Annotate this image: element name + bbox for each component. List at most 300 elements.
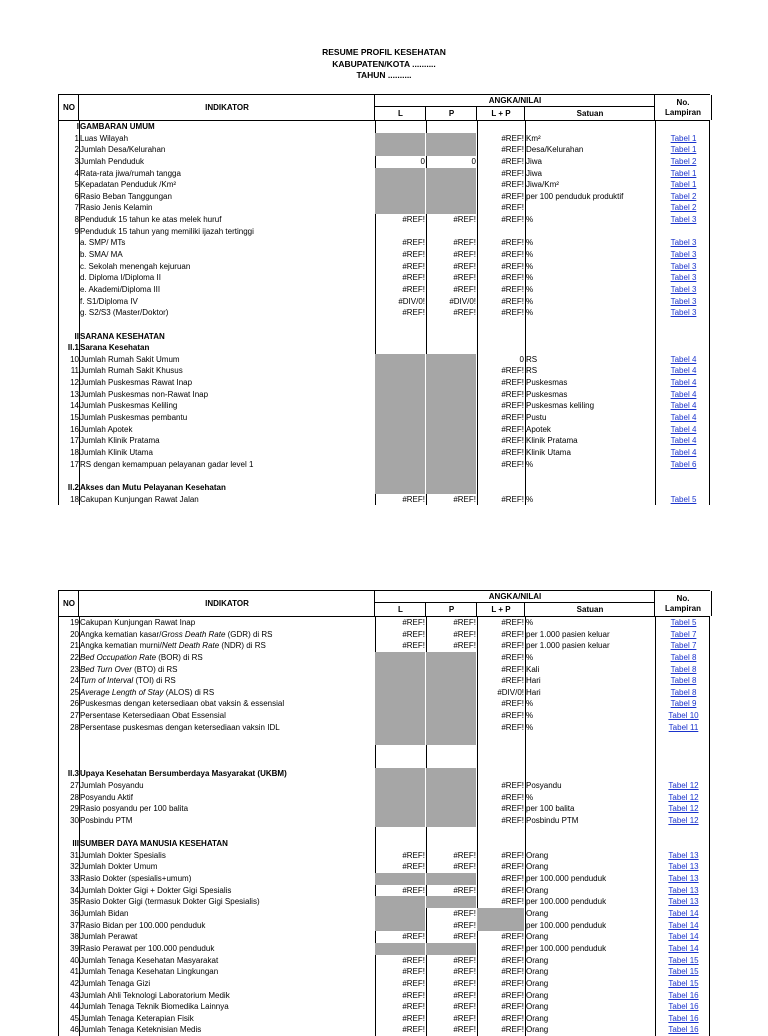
cell-satuan xyxy=(525,226,656,238)
cell-lp: #REF! xyxy=(501,699,524,709)
row-indikator xyxy=(80,664,374,676)
lampiran-link[interactable]: Tabel 4 xyxy=(670,401,697,411)
cell-satuan: Orang xyxy=(526,932,549,942)
lampiran-link[interactable]: Tabel 7 xyxy=(670,629,697,639)
row-number: II.3 xyxy=(67,769,79,779)
cell-satuan: RS xyxy=(526,366,538,376)
indikator-text: Jumlah Tenaga Keterapian Fisik xyxy=(80,1013,194,1023)
cell-lp: #REF! xyxy=(501,215,524,225)
cell-satuan: per 1.000 pasien keluar xyxy=(526,629,610,639)
lampiran-link xyxy=(656,226,711,238)
row-indikator xyxy=(80,226,374,238)
cell-l: #REF! xyxy=(402,284,425,294)
cell-p xyxy=(426,652,476,664)
cell-satuan xyxy=(525,838,656,850)
cell-satuan: Km² xyxy=(526,133,541,143)
row-number: 41 xyxy=(70,967,79,977)
cell-p xyxy=(426,482,476,494)
table-row xyxy=(59,640,709,652)
lampiran-link[interactable]: Tabel 12 xyxy=(668,804,699,814)
cell-l: #REF! xyxy=(402,955,425,965)
indikator-text: Jumlah Tenaga Teknik Biomedika Lainnya xyxy=(80,1002,229,1012)
cell-p xyxy=(426,459,476,471)
cell-satuan: % xyxy=(526,699,534,709)
cell-p xyxy=(426,121,476,133)
cell-lp: #REF! xyxy=(501,1002,524,1012)
lampiran-link[interactable]: Tabel 1 xyxy=(670,168,697,178)
cell-lp: #REF! xyxy=(501,1025,524,1035)
indikator-text: Rasio Bidan per 100.000 penduduk xyxy=(80,920,206,930)
lampiran-link[interactable]: Tabel 12 xyxy=(668,780,699,790)
indikator-text: Jumlah Rumah Sakit Umum xyxy=(80,354,180,364)
indikator-text: Jumlah Klinik Utama xyxy=(80,447,153,457)
indikator-suffix-text: (BTO) di RS xyxy=(131,664,178,674)
row-number: 28 xyxy=(70,722,79,732)
cell-lp: #REF! xyxy=(501,145,524,155)
table-row xyxy=(59,943,709,955)
cell-p: #REF! xyxy=(453,955,476,965)
lampiran-link[interactable]: Tabel 1 xyxy=(670,133,697,143)
table-row xyxy=(59,803,709,815)
row-indikator xyxy=(80,133,374,145)
lampiran-link[interactable]: Tabel 1 xyxy=(670,145,697,155)
cell-p: #REF! xyxy=(453,494,476,504)
row-number xyxy=(59,733,79,745)
lampiran-link[interactable]: Tabel 14 xyxy=(668,920,699,930)
table-row xyxy=(59,850,709,862)
table-row xyxy=(59,482,709,494)
cell-lp: #REF! xyxy=(501,389,524,399)
lampiran-link[interactable]: Tabel 8 xyxy=(670,664,697,674)
cell-lp: #REF! xyxy=(501,180,524,190)
cell-l xyxy=(375,435,425,447)
lampiran-link[interactable]: Tabel 4 xyxy=(670,378,697,388)
cell-satuan: % xyxy=(526,459,534,469)
table-row xyxy=(59,792,709,804)
cell-l xyxy=(375,342,425,354)
indikator-text: Angka kematian murni/ xyxy=(80,641,162,651)
cell-l xyxy=(375,803,425,815)
cell-lp xyxy=(477,908,524,920)
lampiran-link xyxy=(656,470,711,482)
lampiran-link[interactable]: Tabel 16 xyxy=(668,1025,699,1035)
table-row xyxy=(59,389,709,401)
row-number: II.1 xyxy=(67,343,79,353)
cell-p: #REF! xyxy=(453,1025,476,1035)
lampiran-link[interactable]: Tabel 4 xyxy=(670,354,697,364)
indikator-text: Jumlah Dokter Gigi + Dokter Gigi Spesialis xyxy=(80,885,232,895)
cell-p: #REF! xyxy=(453,1002,476,1012)
cell-lp: #REF! xyxy=(501,203,524,213)
cell-p xyxy=(426,733,476,745)
cell-satuan xyxy=(525,482,656,494)
lampiran-link[interactable]: Tabel 15 xyxy=(668,967,699,977)
cell-p xyxy=(426,803,476,815)
indikator-text: Jumlah Rumah Sakit Khusus xyxy=(80,366,183,376)
cell-lp xyxy=(477,768,524,780)
row-number: 29 xyxy=(70,804,79,814)
row-number: 18 xyxy=(70,447,79,457)
cell-satuan: Posbindu PTM xyxy=(526,815,579,825)
lampiran-link[interactable]: Tabel 14 xyxy=(668,909,699,919)
indikator-text: GAMBARAN UMUM xyxy=(80,122,155,131)
row-indikator xyxy=(80,1024,374,1036)
row-number: 1 xyxy=(74,133,79,143)
row-indikator xyxy=(80,990,374,1002)
cell-lp: #DIV/0! xyxy=(497,687,524,697)
table-row xyxy=(59,733,709,745)
cell-satuan: % xyxy=(526,296,534,306)
cell-lp xyxy=(477,121,524,133)
indikator-text: Rasio Beban Tanggungan xyxy=(80,191,172,201)
row-indikator xyxy=(80,296,374,308)
cell-l xyxy=(375,908,425,920)
cell-p xyxy=(426,757,476,769)
cell-l xyxy=(375,144,425,156)
lampiran-link[interactable]: Tabel 6 xyxy=(670,459,697,469)
cell-l xyxy=(375,815,425,827)
lampiran-link[interactable]: Tabel 1 xyxy=(670,180,697,190)
cell-l xyxy=(375,389,425,401)
row-indikator xyxy=(80,179,374,191)
lampiran-link[interactable]: Tabel 4 xyxy=(670,436,697,446)
table-row xyxy=(59,412,709,424)
row-number: 25 xyxy=(70,687,79,697)
cell-satuan: Orang xyxy=(526,1002,549,1012)
cell-satuan: per 100.000 penduduk xyxy=(526,943,607,953)
lampiran-link[interactable]: Tabel 8 xyxy=(670,652,697,662)
cell-p xyxy=(426,745,476,757)
cell-p: #REF! xyxy=(453,978,476,988)
cell-l xyxy=(375,687,425,699)
row-indikator xyxy=(80,284,374,296)
cell-lp: #REF! xyxy=(501,780,524,790)
cell-satuan: per 1.000 pasien keluar xyxy=(526,641,610,651)
lampiran-link[interactable]: Tabel 13 xyxy=(668,862,699,872)
lampiran-link[interactable]: Tabel 5 xyxy=(670,618,697,627)
cell-l xyxy=(375,331,425,343)
cell-p xyxy=(426,470,476,482)
indikator-text: Jumlah Klinik Pratama xyxy=(80,436,160,446)
cell-l xyxy=(375,191,425,203)
cell-p: #REF! xyxy=(453,920,476,930)
table-row xyxy=(59,470,709,482)
cell-l: #REF! xyxy=(402,261,425,271)
col-lp-header: L + P xyxy=(476,107,525,120)
lampiran-link[interactable]: Tabel 2 xyxy=(670,191,697,201)
cell-lp: #REF! xyxy=(501,168,524,178)
lampiran-link[interactable]: Tabel 16 xyxy=(668,1013,699,1023)
table-row xyxy=(59,331,709,343)
lampiran-link[interactable]: Tabel 4 xyxy=(670,424,697,434)
lampiran-link[interactable]: Tabel 13 xyxy=(668,850,699,860)
cell-satuan xyxy=(525,733,656,745)
lampiran-link[interactable]: Tabel 15 xyxy=(668,955,699,965)
lampiran-link[interactable]: Tabel 8 xyxy=(670,687,697,697)
cell-lp: #REF! xyxy=(501,156,524,166)
cell-lp: #REF! xyxy=(501,874,524,884)
col-angka-header: ANGKA/NILAI xyxy=(374,591,655,603)
table-row xyxy=(59,156,709,168)
row-number xyxy=(59,745,79,757)
lampiran-link xyxy=(656,319,711,331)
cell-satuan xyxy=(525,319,656,331)
row-number: 6 xyxy=(74,191,79,201)
row-indikator xyxy=(80,202,374,214)
cell-lp xyxy=(477,342,524,354)
row-number: 30 xyxy=(70,815,79,825)
cell-l xyxy=(375,202,425,214)
cell-lp: #REF! xyxy=(501,711,524,721)
table-row xyxy=(59,424,709,436)
cell-p: 0 xyxy=(471,156,476,166)
lampiran-link[interactable]: Tabel 14 xyxy=(668,932,699,942)
cell-lp: #REF! xyxy=(501,133,524,143)
cell-lp: #REF! xyxy=(501,261,524,271)
cell-lp xyxy=(477,331,524,343)
lampiran-link[interactable]: Tabel 10 xyxy=(668,711,699,721)
lampiran-link[interactable]: Tabel 2 xyxy=(670,156,697,166)
row-indikator xyxy=(80,261,374,273)
cell-lp: #REF! xyxy=(501,943,524,953)
row-indikator xyxy=(80,389,374,401)
cell-p: #REF! xyxy=(453,261,476,271)
cell-satuan: Orang xyxy=(526,850,549,860)
cell-p xyxy=(426,202,476,214)
col-satuan-header: Satuan xyxy=(524,603,655,616)
indikator-text: Jumlah Bidan xyxy=(80,909,129,919)
indikator-text: Angka kematian kasar/ xyxy=(80,629,162,639)
indikator-text: Jumlah Puskesmas Rawat Inap xyxy=(80,378,193,388)
lampiran-link[interactable]: Tabel 3 xyxy=(670,284,697,294)
table-row xyxy=(59,1024,709,1036)
cell-l xyxy=(375,873,425,885)
cell-p: #REF! xyxy=(453,629,476,639)
cell-l xyxy=(375,354,425,366)
cell-lp: #REF! xyxy=(501,652,524,662)
indikator-text: Cakupan Kunjungan Rawat Jalan xyxy=(80,494,199,504)
row-indikator xyxy=(80,850,374,862)
col-lampiran-header xyxy=(654,591,712,616)
cell-l xyxy=(375,400,425,412)
cell-lp xyxy=(477,745,524,757)
indikator-text: Jumlah Ahli Teknologi Laboratorium Medik xyxy=(80,990,230,1000)
cell-l: #REF! xyxy=(402,967,425,977)
row-indikator xyxy=(80,640,374,652)
lampiran-link[interactable]: Tabel 4 xyxy=(670,389,697,399)
lampiran-link[interactable]: Tabel 3 xyxy=(670,215,697,225)
row-number: 45 xyxy=(70,1013,79,1023)
lampiran-link[interactable]: Tabel 4 xyxy=(670,447,697,457)
lampiran-link[interactable]: Tabel 4 xyxy=(670,366,697,376)
lampiran-link[interactable]: Tabel 4 xyxy=(670,413,697,423)
table-part-2 xyxy=(58,590,710,1036)
cell-satuan: % xyxy=(526,792,534,802)
row-indikator xyxy=(80,331,374,343)
lampiran-link[interactable]: Tabel 3 xyxy=(670,296,697,306)
row-indikator xyxy=(80,307,374,319)
indikator-text: Posbindu PTM xyxy=(80,815,133,825)
indikator-text: Cakupan Kunjungan Rawat Inap xyxy=(80,618,196,627)
lampiran-link[interactable]: Tabel 13 xyxy=(668,885,699,895)
table-part-1 xyxy=(58,94,710,505)
lampiran-header-line1: No. xyxy=(676,97,690,107)
table-row xyxy=(59,827,709,839)
row-number xyxy=(59,272,79,284)
row-indikator xyxy=(80,861,374,873)
cell-satuan: Puskesmas xyxy=(526,378,568,388)
indikator-text: Rasio posyandu per 100 balita xyxy=(80,804,189,814)
lampiran-link[interactable]: Tabel 14 xyxy=(668,943,699,953)
row-number: 44 xyxy=(70,1002,79,1012)
indikator-text: Jumlah Posyandu xyxy=(80,780,144,790)
col-lp-header: L + P xyxy=(476,603,525,616)
row-indikator xyxy=(80,342,374,354)
indikator-text: Rata-rata jiwa/rumah tangga xyxy=(80,168,181,178)
cell-satuan: Hari xyxy=(526,676,541,686)
indikator-text: f. S1/Diploma IV xyxy=(80,296,138,306)
col-angka-header: ANGKA/NILAI xyxy=(374,95,655,107)
row-number: 23 xyxy=(70,664,79,674)
cell-lp: #REF! xyxy=(501,897,524,907)
cell-satuan: RS xyxy=(526,354,538,364)
row-indikator xyxy=(80,470,374,482)
cell-p: #REF! xyxy=(453,909,476,919)
cell-l xyxy=(375,710,425,722)
lampiran-link[interactable]: Tabel 3 xyxy=(670,238,697,248)
indikator-text: SUMBER DAYA MANUSIA KESEHATAN xyxy=(80,839,228,849)
row-number: I xyxy=(76,122,79,131)
cell-l xyxy=(375,768,425,780)
row-indikator xyxy=(80,710,374,722)
cell-p xyxy=(426,722,476,734)
lampiran-link[interactable]: Tabel 8 xyxy=(670,676,697,686)
cell-satuan: % xyxy=(526,652,534,662)
cell-p: #REF! xyxy=(453,990,476,1000)
table-row xyxy=(59,121,709,133)
lampiran-link[interactable]: Tabel 3 xyxy=(670,250,697,260)
indikator-text: e. Akademi/Diploma III xyxy=(80,284,161,294)
lampiran-link[interactable]: Tabel 16 xyxy=(668,1002,699,1012)
lampiran-link[interactable]: Tabel 3 xyxy=(670,261,697,271)
row-indikator xyxy=(80,966,374,978)
indikator-text: Rasio Jenis Kelamin xyxy=(80,203,153,213)
indikator-suffix-text: (GDR) di RS xyxy=(225,629,273,639)
table-header xyxy=(58,590,710,617)
cell-l: #REF! xyxy=(402,885,425,895)
row-number: 24 xyxy=(70,676,79,686)
row-indikator xyxy=(80,237,374,249)
lampiran-link[interactable]: Tabel 12 xyxy=(668,792,699,802)
row-indikator xyxy=(80,365,374,377)
cell-lp xyxy=(477,226,524,238)
lampiran-link[interactable]: Tabel 13 xyxy=(668,897,699,907)
cell-satuan: per 100.000 penduduk xyxy=(526,897,607,907)
cell-p xyxy=(426,664,476,676)
row-number: 26 xyxy=(70,699,79,709)
row-indikator xyxy=(80,1001,374,1013)
cell-lp: #REF! xyxy=(501,862,524,872)
lampiran-link[interactable]: Tabel 13 xyxy=(668,874,699,884)
cell-l: #REF! xyxy=(402,250,425,260)
cell-satuan: Jiwa xyxy=(526,168,543,178)
cell-lp xyxy=(477,838,524,850)
cell-p xyxy=(426,354,476,366)
indikator-text: Jumlah Tenaga Keteknisian Medis xyxy=(80,1025,202,1035)
cell-l xyxy=(375,424,425,436)
cell-satuan: Orang xyxy=(526,1013,549,1023)
row-number: 27 xyxy=(70,780,79,790)
cell-l xyxy=(375,757,425,769)
row-number: 37 xyxy=(70,920,79,930)
lampiran-link[interactable]: Tabel 3 xyxy=(670,273,697,283)
lampiran-link[interactable]: Tabel 9 xyxy=(670,699,697,709)
lampiran-link xyxy=(656,827,711,839)
report-region: KABUPATEN/KOTA .......... xyxy=(332,58,436,69)
row-indikator xyxy=(80,885,374,897)
table-row xyxy=(59,133,709,145)
indikator-text: Jumlah Puskesmas non-Rawat Inap xyxy=(80,389,209,399)
cell-p: #REF! xyxy=(453,1013,476,1023)
lampiran-link[interactable]: Tabel 12 xyxy=(668,815,699,825)
cell-l: #REF! xyxy=(402,618,425,627)
row-number: 17 xyxy=(70,436,79,446)
indikator-text: SARANA KESEHATAN xyxy=(80,331,165,341)
indikator-text: Jumlah Desa/Kelurahan xyxy=(80,145,166,155)
lampiran-link xyxy=(656,342,711,354)
cell-l: #REF! xyxy=(402,932,425,942)
table-body xyxy=(58,121,710,505)
row-indikator xyxy=(80,629,374,641)
cell-l xyxy=(375,179,425,191)
lampiran-link[interactable]: Tabel 11 xyxy=(668,722,699,732)
col-lampiran-header xyxy=(654,95,712,120)
cell-satuan: Desa/Kelurahan xyxy=(526,145,584,155)
lampiran-link[interactable]: Tabel 16 xyxy=(668,990,699,1000)
indikator-suffix-text: (TOI) di RS xyxy=(133,676,176,686)
lampiran-link[interactable]: Tabel 15 xyxy=(668,978,699,988)
row-number: 42 xyxy=(70,978,79,988)
row-indikator xyxy=(80,191,374,203)
indikator-text: Upaya Kesehatan Bersumberdaya Masyarakat (UKBM) xyxy=(80,769,287,779)
table-row xyxy=(59,168,709,180)
indikator-text: Kepadatan Penduduk /Km² xyxy=(80,180,177,190)
cell-satuan: per 100 penduduk produktif xyxy=(526,191,624,201)
row-number: 15 xyxy=(70,413,79,423)
lampiran-link[interactable]: Tabel 2 xyxy=(670,203,697,213)
cell-p: #DIV/0! xyxy=(449,296,476,306)
cell-l: #REF! xyxy=(402,494,425,504)
indikator-text: Penduduk 15 tahun ke atas melek huruf xyxy=(80,215,222,225)
row-indikator xyxy=(80,400,374,412)
table-row xyxy=(59,687,709,699)
row-indikator xyxy=(80,757,374,769)
lampiran-link[interactable]: Tabel 3 xyxy=(670,308,697,318)
lampiran-link[interactable]: Tabel 7 xyxy=(670,641,697,651)
lampiran-link[interactable]: Tabel 5 xyxy=(670,494,697,504)
row-number: 10 xyxy=(70,354,79,364)
row-number xyxy=(59,307,79,319)
row-number xyxy=(59,470,79,482)
indikator-text: Rasio Perawat per 100.000 penduduk xyxy=(80,943,215,953)
cell-satuan: Orang xyxy=(526,1025,549,1035)
table-row xyxy=(59,214,709,226)
row-indikator xyxy=(80,354,374,366)
lampiran-header-line2: Lampiran xyxy=(664,107,701,117)
cell-p: #REF! xyxy=(453,308,476,318)
row-indikator xyxy=(80,722,374,734)
row-indikator xyxy=(80,698,374,710)
